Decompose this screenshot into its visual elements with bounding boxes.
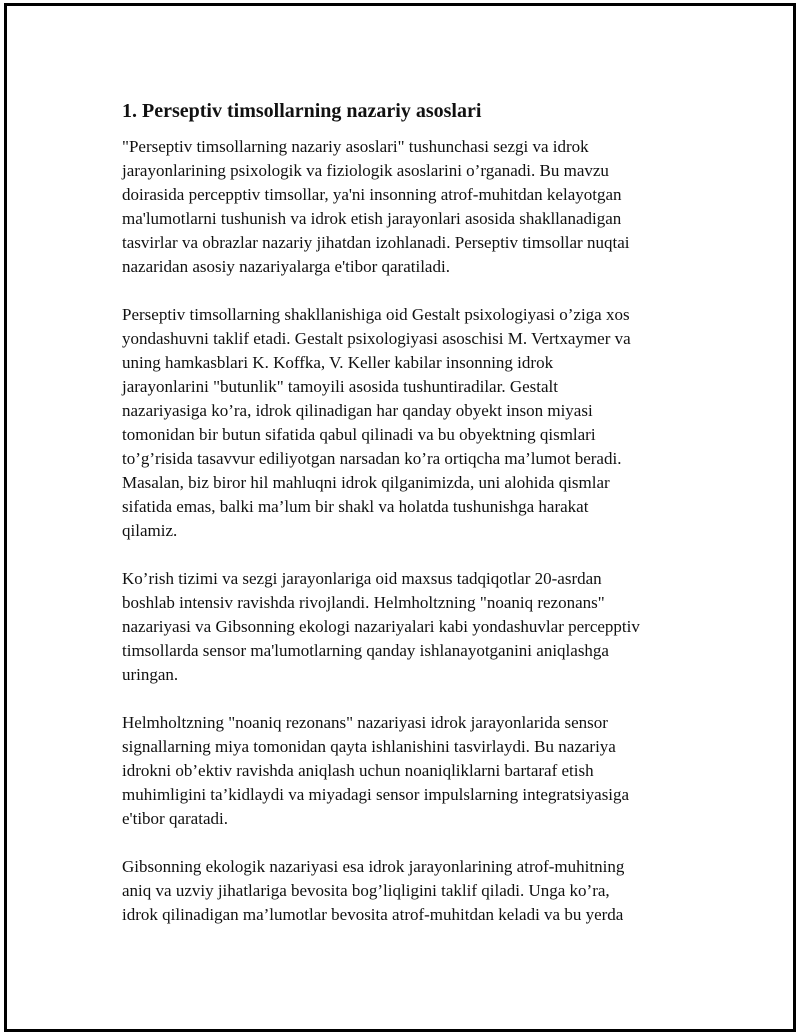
text-line: qilamiz. bbox=[122, 521, 178, 540]
text-line: nazariyasi va Gibsonning ekologi nazariyalari kabi yondashuvlar percepptiv bbox=[122, 617, 640, 636]
text-line: tomonidan bir butun sifatida qabul qilinadi va bu obyektning qismlari bbox=[122, 425, 596, 444]
text-line: jarayonlarining psixologik va fiziologik asoslarini o’rganadi. Bu mavzu bbox=[122, 161, 609, 180]
text-line: boshlab intensiv ravishda rivojlandi. Helmholtzning "noaniq rezonans" bbox=[122, 593, 605, 612]
text-line: nazaridan asosiy nazariyalarga e'tibor qaratiladi. bbox=[122, 257, 450, 276]
text-line: yondashuvni taklif etadi. Gestalt psixologiyasi asoschisi M. Vertxaymer va bbox=[122, 329, 631, 348]
text-line: uning hamkasblari K. Koffka, V. Keller kabilar insonning idrok bbox=[122, 353, 554, 372]
paragraph-vision-research bbox=[122, 567, 682, 687]
text-line: timsollarda sensor ma'lumotlarning qanday ishlanayotganini aniqlashga bbox=[122, 641, 609, 660]
document-body bbox=[122, 98, 682, 951]
paragraph-helmholtz bbox=[122, 711, 682, 831]
text-line: Masalan, biz biror hil mahluqni idrok qilganimizda, uni alohida qismlar bbox=[122, 473, 610, 492]
section-heading: 1. Perseptiv timsollarning nazariy asoslari bbox=[122, 100, 482, 122]
text-line: muhimligini ta’kidlaydi va miyadagi sensor impulslarning integratsiyasiga bbox=[122, 785, 630, 804]
text-line: doirasida percepptiv timsollar, ya'ni insonning atrof-muhitdan kelayotgan bbox=[122, 185, 622, 204]
text-line: jarayonlarini "butunlik" tamoyili asosida tushuntiradilar. Gestalt bbox=[122, 377, 558, 396]
text-line: to’g’risida tasavvur ediliyotgan narsadan ko’ra ortiqcha ma’lumot beradi. bbox=[122, 449, 622, 468]
text-line: Ko’rish tizimi va sezgi jarayonlariga oid maxsus tadqiqotlar 20-asrdan bbox=[122, 569, 602, 588]
text-line: signallarning miya tomonidan qayta ishlanishini tasvirlaydi. Bu nazariya bbox=[122, 737, 616, 756]
text-line: ma'lumotlarni tushunish va idrok etish jarayonlari asosida shakllanadigan bbox=[122, 209, 622, 228]
paragraph-gestalt-intro bbox=[122, 135, 682, 279]
text-line: Gibsonning ekologik nazariyasi esa idrok jarayonlarining atrof-muhitning bbox=[122, 857, 625, 876]
text-line: "Perseptiv timsollarning nazariy asoslari" tushunchasi sezgi va idrok bbox=[122, 137, 589, 156]
text-line: Perseptiv timsollarning shakllanishiga oid Gestalt psixologiyasi o’ziga xos bbox=[122, 305, 630, 324]
page-frame bbox=[4, 3, 796, 1032]
text-line: nazariyasiga ko’ra, idrok qilinadigan har qanday obyekt inson miyasi bbox=[122, 401, 593, 420]
paragraph-gibson bbox=[122, 855, 682, 927]
text-line: aniq va uzviy jihatlariga bevosita bog’liqligini taklif qiladi. Unga ko’ra, bbox=[122, 881, 610, 900]
text-line: idrokni ob’ektiv ravishda aniqlash uchun noaniqliklarni bartaraf etish bbox=[122, 761, 594, 780]
text-line: sifatida emas, balki ma’lum bir shakl va holatda tushunishga harakat bbox=[122, 497, 589, 516]
text-line: tasvirlar va obrazlar nazariy jihatdan izohlanadi. Perseptiv timsollar nuqtai bbox=[122, 233, 630, 252]
text-line: uringan. bbox=[122, 665, 179, 684]
text-line: Helmholtzning "noaniq rezonans" nazariyasi idrok jarayonlarida sensor bbox=[122, 713, 608, 732]
paragraph-gestalt bbox=[122, 303, 682, 543]
text-line: e'tibor qaratadi. bbox=[122, 809, 228, 828]
text-line: idrok qilinadigan ma’lumotlar bevosita atrof-muhitdan keladi va bu yerda bbox=[122, 905, 624, 924]
